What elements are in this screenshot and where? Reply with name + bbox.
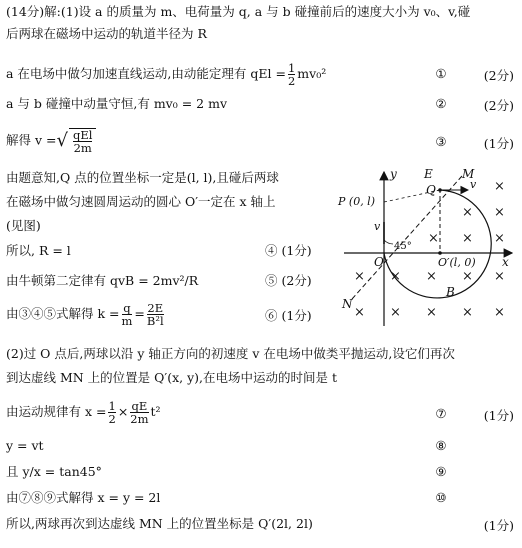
fraction-denominator: 2m xyxy=(130,412,149,426)
field-cross: × xyxy=(354,305,365,320)
field-cross: × xyxy=(428,231,439,246)
field-cross: × xyxy=(494,179,505,194)
paragraph-line-1: 由题意知,Q 点的位置坐标一定是(l, l),且碰后两球 xyxy=(6,170,279,185)
equation-9: 且 y/x = tan45° xyxy=(6,464,102,479)
field-cross: × xyxy=(426,305,437,320)
fraction-numerator: 1 xyxy=(108,399,116,413)
equation-1-lead: a 在电场中做匀加速直线运动,由动能定理有 qEl = xyxy=(6,66,286,81)
label-x: x xyxy=(502,255,509,269)
fraction-denominator: B²l xyxy=(146,314,164,328)
fraction-numerator: 2E xyxy=(147,301,164,315)
equation-7 xyxy=(6,400,161,425)
intro-line-2: 后两球在磁场中运动的轨道半径为 R xyxy=(6,26,207,41)
label-angle: 45° xyxy=(394,241,412,252)
part-2-line-2: 到达虚线 MN 上的位置是 Q′(x, y),在电场中运动的时间是 t xyxy=(6,370,338,385)
equation-7-tail: t² xyxy=(150,404,161,419)
fraction-q-over-m xyxy=(122,302,133,327)
equation-1 xyxy=(6,62,326,87)
radicand-numerator: qEl xyxy=(72,128,93,142)
radicand-denominator: 2m xyxy=(73,141,92,155)
part-2-line-1: (2)过 O 点后,两球以沿 y 轴正方向的初速度 v 在电场中做类平抛运动,设它们再次 xyxy=(6,346,455,361)
equation-1-tail: mv₀² xyxy=(297,66,327,81)
equation-3-score: (1分) xyxy=(483,136,514,151)
label-p: P (0, l) xyxy=(338,195,375,208)
fraction-numerator: q xyxy=(123,301,131,315)
label-v-axis: v xyxy=(374,220,381,233)
equation-1-number: ① xyxy=(435,66,447,81)
field-cross: × xyxy=(462,305,473,320)
equation-8: y = vt xyxy=(6,438,44,453)
equation-3-lead: 解得 v = xyxy=(6,132,57,148)
field-cross: × xyxy=(494,269,505,284)
fraction-half xyxy=(108,400,115,425)
label-o: O xyxy=(374,255,384,269)
equation-7-number: ⑦ xyxy=(435,406,447,421)
times-sign: × xyxy=(117,404,129,419)
equation-2-score: (2分) xyxy=(483,98,514,113)
label-o-prime: O′(l, 0) xyxy=(438,256,476,269)
fraction-denominator: m xyxy=(121,314,133,328)
field-cross: × xyxy=(354,269,365,284)
equation-10-number: ⑩ xyxy=(435,490,447,505)
fraction-2e-over-b2l xyxy=(147,302,164,327)
equation-1-score: (2分) xyxy=(483,68,514,83)
paragraph-line-2: 在磁场中做匀速圆周运动的圆心 O′一定在 x 轴上 xyxy=(6,194,276,209)
field-cross: × xyxy=(494,205,505,220)
label-q: Q xyxy=(426,183,436,197)
field-cross: × xyxy=(390,305,401,320)
label-m: M xyxy=(462,167,475,181)
label-v-top: v xyxy=(470,178,477,191)
equation-5: 由牛顿第二定律有 qvB = 2mv²/R xyxy=(6,273,199,288)
equation-6-number-score: ⑥ (1分) xyxy=(265,308,312,323)
equation-2: a 与 b 碰撞中动量守恒,有 mv₀ = 2 mv xyxy=(6,96,228,111)
equation-6 xyxy=(6,302,166,327)
point-q xyxy=(438,188,442,192)
equation-4-number-score: ④ (1分) xyxy=(265,243,312,258)
radicand-fraction xyxy=(73,129,92,154)
equation-3-number: ③ xyxy=(435,134,447,149)
angle-arc xyxy=(384,240,393,244)
final-answer: 所以,两球再次到达虚线 MN 上的位置坐标是 Q′(2l, 2l) xyxy=(6,516,313,531)
radical-sign: √ xyxy=(56,130,68,151)
label-y: y xyxy=(390,167,397,181)
label-b: B xyxy=(446,285,455,299)
field-cross: × xyxy=(462,269,473,284)
equation-4: 所以, R = l xyxy=(6,243,71,258)
field-cross: × xyxy=(494,231,505,246)
equation-6-lead: 由③④⑤式解得 k = xyxy=(6,306,120,321)
equation-7-score: (1分) xyxy=(483,408,514,423)
magnetic-field-crosses xyxy=(354,179,505,320)
equation-9-number: ⑨ xyxy=(435,464,447,479)
equation-5-number-score: ⑤ (2分) xyxy=(265,273,312,288)
field-diagram xyxy=(334,166,514,334)
equation-10: 由⑦⑧⑨式解得 x = y = 2l xyxy=(6,490,161,505)
fraction-half xyxy=(288,62,295,87)
equals-sign: = xyxy=(134,306,145,321)
equation-3 xyxy=(6,128,96,154)
label-e: E xyxy=(424,167,433,181)
final-answer-score: (1分) xyxy=(483,518,514,533)
field-cross: × xyxy=(390,269,401,284)
equation-2-number: ② xyxy=(435,96,447,111)
field-cross: × xyxy=(426,269,437,284)
fraction-numerator: qE xyxy=(131,399,148,413)
label-n: N xyxy=(342,297,353,311)
equation-7-lead: 由运动规律有 x = xyxy=(6,404,107,419)
field-cross: × xyxy=(462,231,473,246)
intro-line-1: (14分)解:(1)设 a 的质量为 m、电荷量为 q, a 与 b 碰撞前后的速度大小为 v₀、v,碰 xyxy=(6,4,471,19)
equation-8-number: ⑧ xyxy=(435,438,447,453)
fraction-denominator: 2 xyxy=(287,74,296,88)
fraction-numerator: 1 xyxy=(287,61,296,75)
field-cross: × xyxy=(462,205,473,220)
fraction-denominator: 2 xyxy=(108,412,116,426)
field-cross: × xyxy=(494,305,505,320)
radicand xyxy=(69,128,96,154)
paragraph-line-3: (见图) xyxy=(6,218,41,233)
fraction-qe-over-2m xyxy=(130,400,148,425)
center-point xyxy=(438,251,442,255)
